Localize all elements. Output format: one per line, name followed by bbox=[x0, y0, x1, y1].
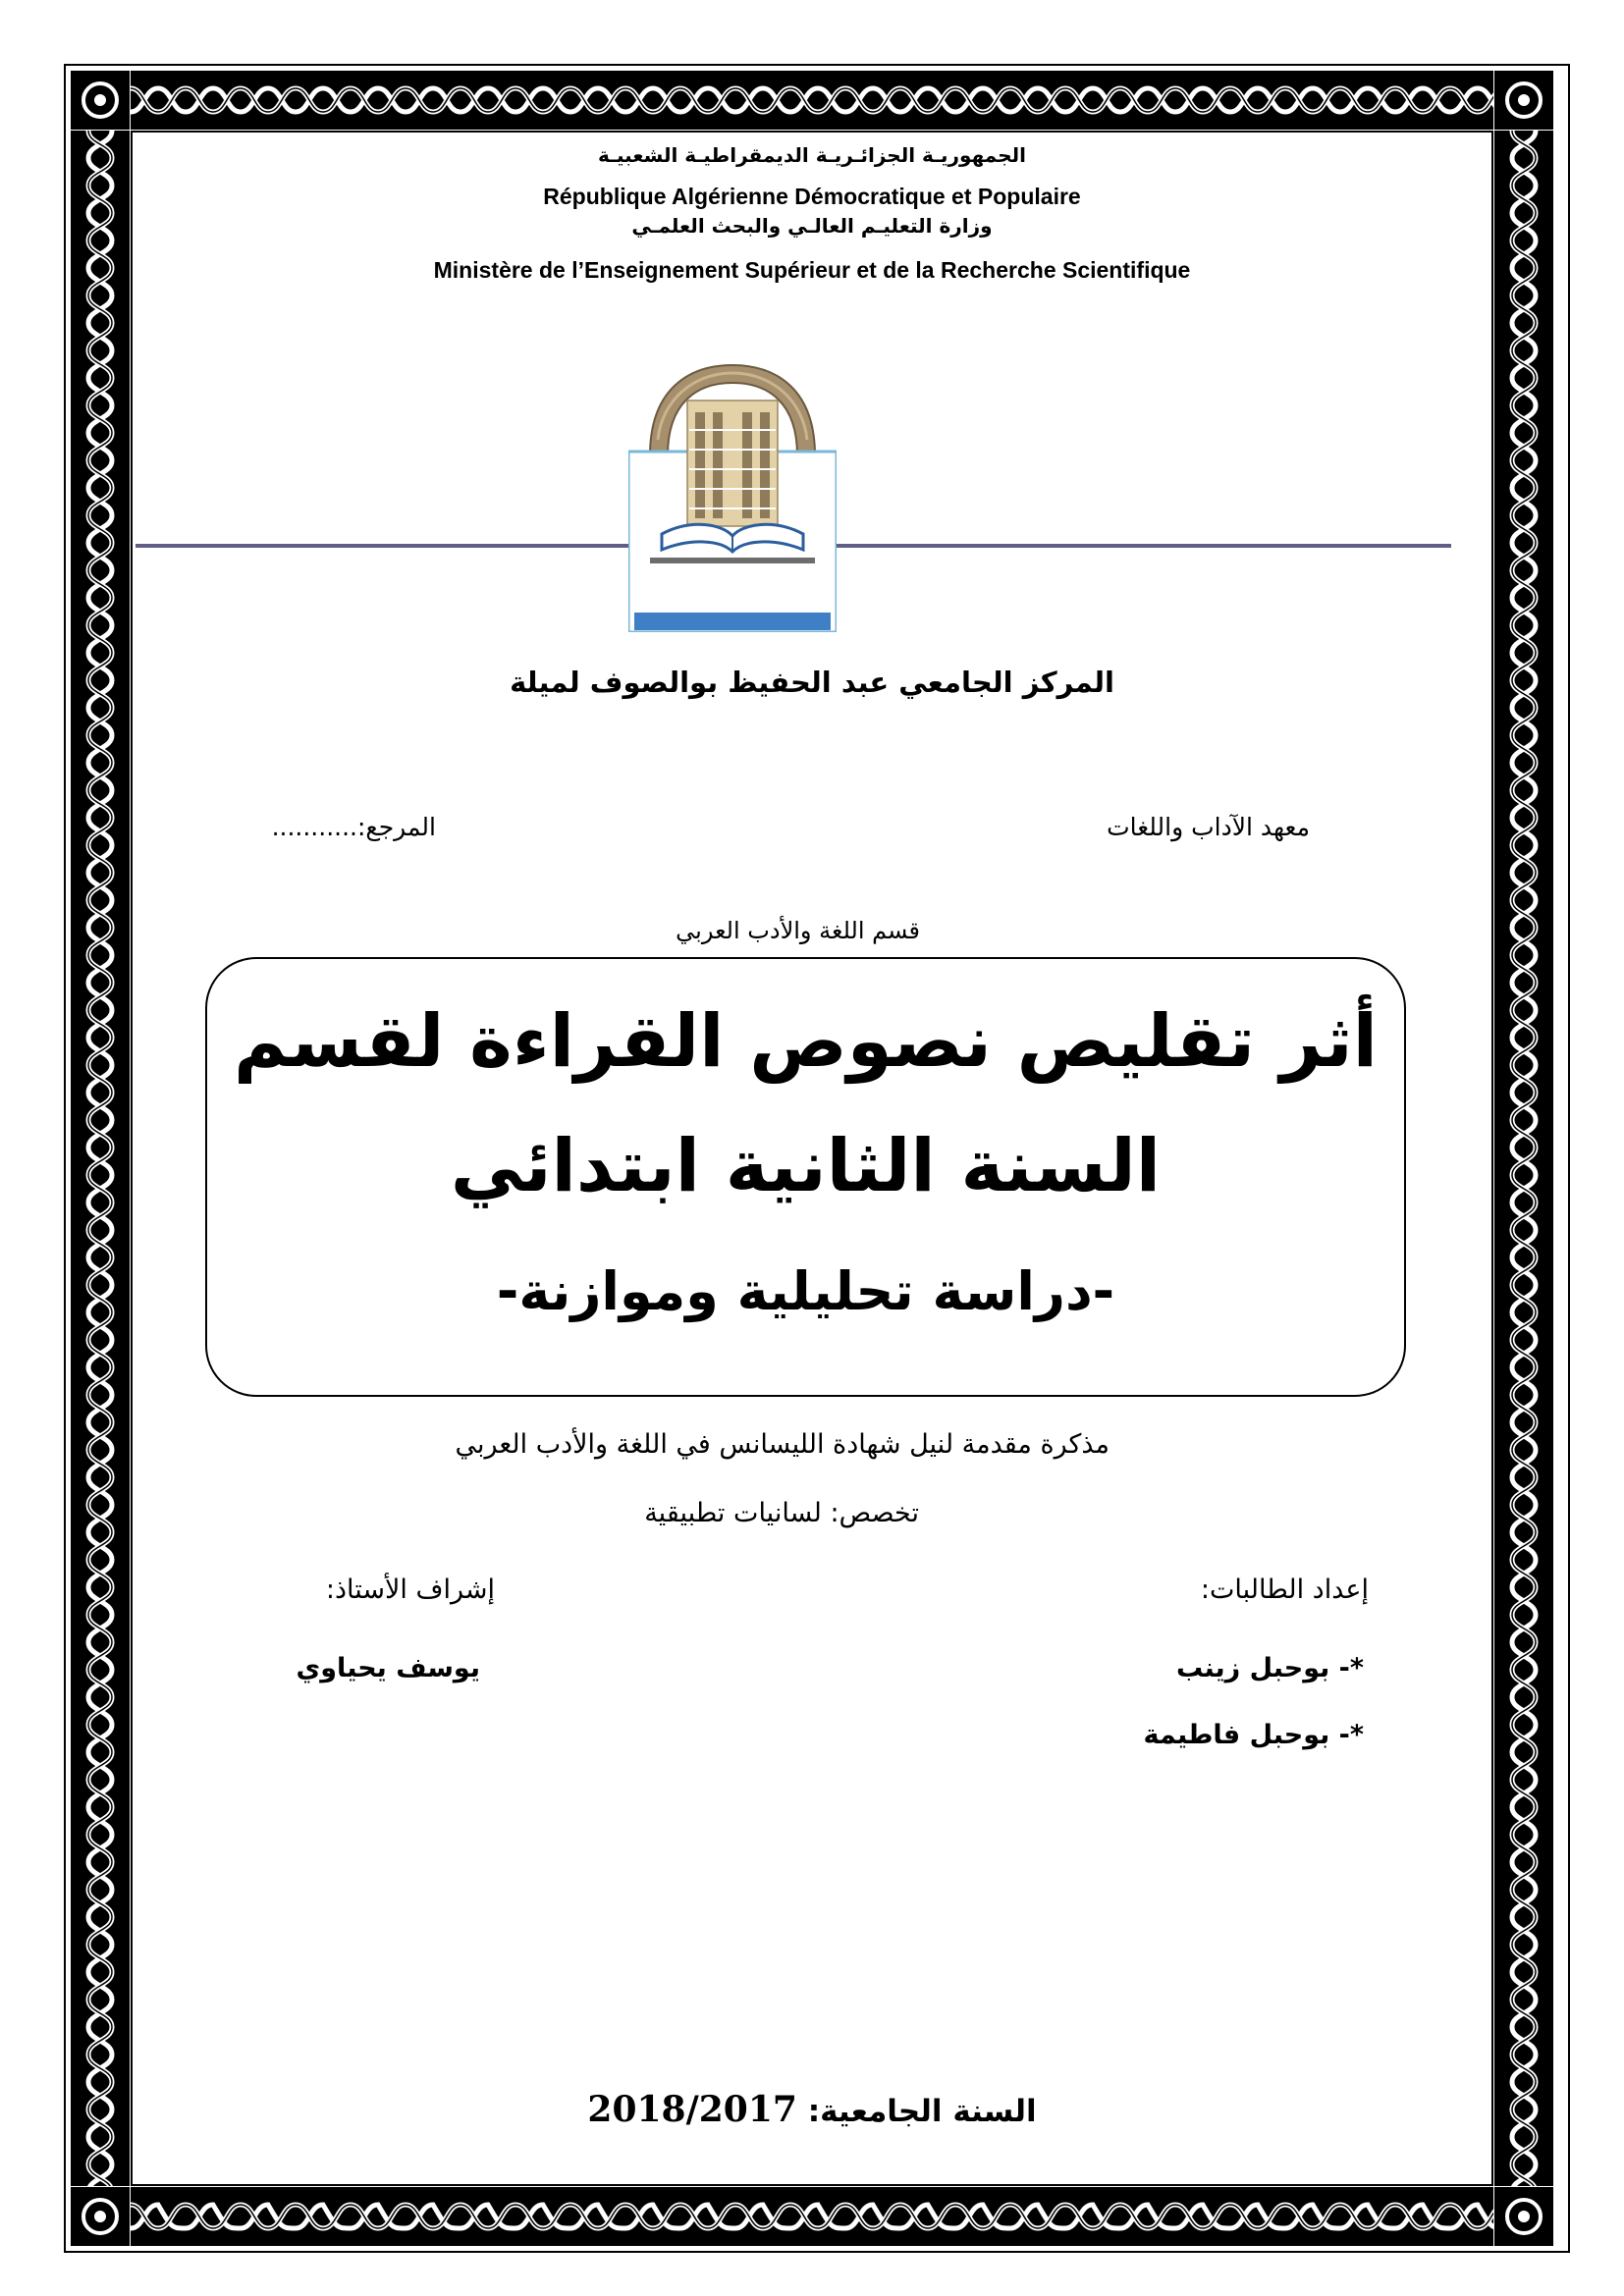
supervisor-name: يوسف يحياوي bbox=[296, 1653, 480, 1683]
department-name: قسم اللغة والأدب العربي bbox=[676, 917, 920, 944]
prepared-by-label: إعداد الطالبات: bbox=[1200, 1575, 1369, 1605]
thesis-subtitle: -دراسة تحليلية وموازنة- bbox=[496, 1260, 1115, 1322]
reference-field: المرجع:........... bbox=[271, 813, 436, 841]
student-name: *- بوحبل زينب bbox=[1175, 1653, 1364, 1683]
academic-year-value: 2018/2017 bbox=[587, 2089, 797, 2130]
ministry-name-arabic: وزارة التعليـم العالـي والبحث العلمـي bbox=[631, 214, 993, 238]
ministry-name-french: Ministère de l’Enseignement Supérieur et de la Recherche Scientifique bbox=[433, 257, 1191, 283]
thesis-title-line-1: أثر تقليص نصوص القراءة لقسم bbox=[234, 999, 1378, 1084]
institute-name: معهد الآداب واللغات bbox=[1107, 813, 1310, 841]
thesis-purpose: مذكرة مقدمة لنيل شهادة الليسانس في اللغة والأدب العربي bbox=[455, 1429, 1110, 1460]
thesis-title-line-2: السنة الثانية ابتدائي bbox=[450, 1124, 1162, 1208]
specialization: تخصص: لسانيات تطبيقية bbox=[644, 1498, 919, 1528]
university-logo bbox=[628, 361, 837, 632]
republic-name-arabic: الجمهوريـة الجزائـريـة الديمقراطيـة الشعبيـة bbox=[598, 143, 1026, 167]
student-name: *- بوحبل فاطيمة bbox=[1143, 1720, 1364, 1750]
university-name: المركز الجامعي عبد الحفيظ بوالصوف لميلة bbox=[510, 666, 1114, 699]
republic-name-french: République Algérienne Démocratique et Populaire bbox=[543, 184, 1081, 209]
academic-year bbox=[0, 2089, 1624, 2130]
academic-year-label: السنة الجامعية: bbox=[807, 2094, 1037, 2129]
supervisor-label: إشراف الأستاذ: bbox=[325, 1575, 495, 1605]
